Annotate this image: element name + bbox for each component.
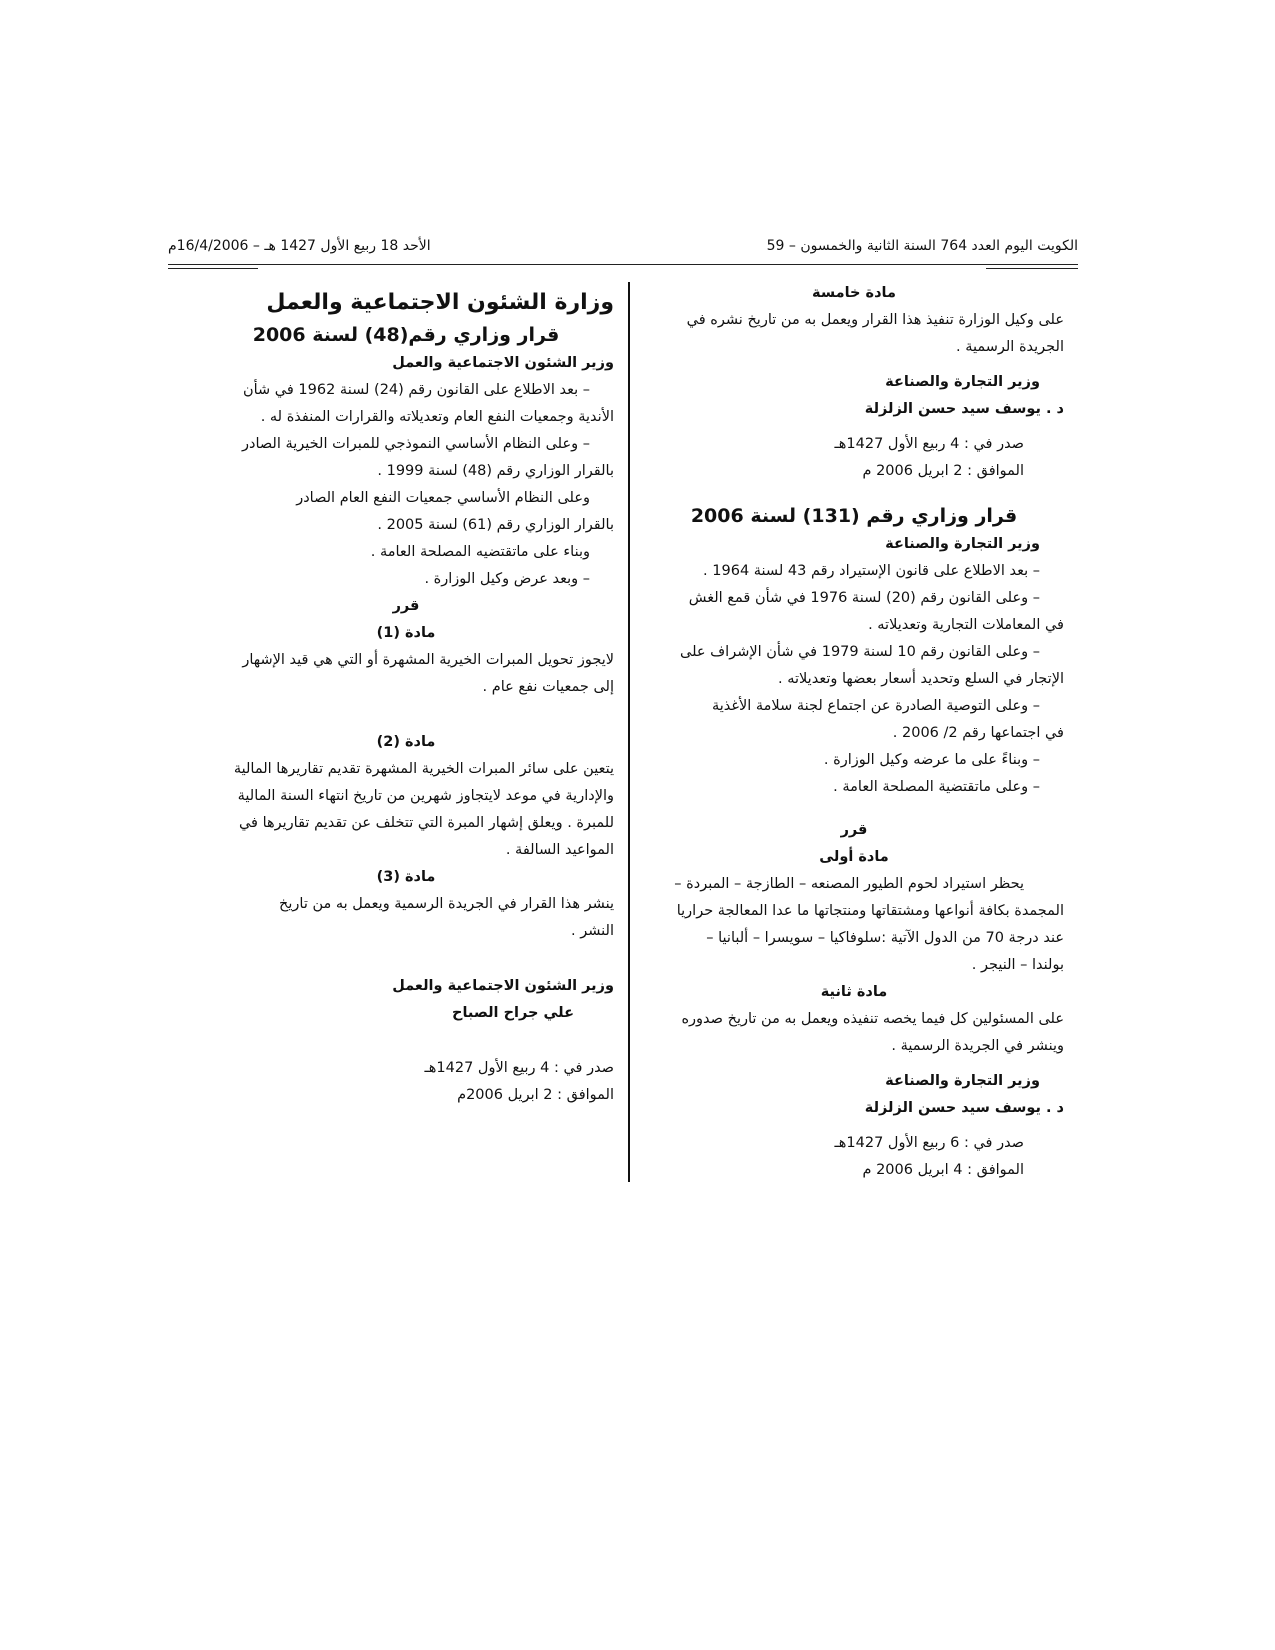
recital-line: – وعلى التوصية الصادرة عن اجتماع لجنة سلامة الأغذية: [711, 698, 1040, 714]
minister-line: وزير التجارة والصناعة: [885, 536, 1040, 552]
article3-line: ينشر هذا القرار في الجريدة الرسمية ويعمل به من تاريخ: [279, 896, 614, 912]
article1-line: يحظر استيراد لحوم الطيور المصنعه – الطازجة – المبردة –: [674, 876, 1024, 892]
recital-line: – وعلى النظام الأساسي النموذجي للمبرات الخيرية الصادر: [241, 436, 590, 452]
article2-line: المواعيد السالفة .: [505, 842, 614, 858]
recital-line: – وعلى ماتقتضية المصلحة العامة .: [833, 779, 1040, 795]
recital-line: – وبناءً على ما عرضه وكيل الوزارة .: [823, 752, 1040, 768]
header-date: الأحد 18 ربيع الأول 1427 هـ – 16/4/2006م: [168, 238, 431, 254]
recital-line: – بعد الاطلاع على قانون الإستيراد رقم 43 لسنة 1964 .: [703, 563, 1040, 579]
decision-title: قرار وزاري رقم (131) لسنة 2006: [690, 505, 1018, 527]
column-divider: [628, 282, 630, 1182]
article5-text-line: الجريدة الرسمية .: [955, 339, 1064, 355]
corresponding-date: الموافق : 2 ابريل 2006 م: [862, 463, 1024, 479]
recital-line: وعلى النظام الأساسي جمعيات النفع العام الصادر: [296, 490, 590, 506]
issue-date: صدر في : 4 ربيع الأول 1427هـ: [834, 436, 1024, 452]
signature-name: علي جراح الصباح: [452, 1005, 574, 1021]
article3-heading: مادة (3): [376, 869, 436, 885]
article2-heading: مادة (2): [376, 734, 436, 750]
recital-line: في المعاملات التجارية وتعديلاته .: [868, 617, 1064, 633]
right-column: [644, 280, 1064, 1184]
signature-title: وزير الشئون الاجتماعية والعمل: [392, 978, 614, 994]
header-divider-left: [168, 268, 258, 269]
article1-heading: مادة (1): [376, 625, 436, 641]
article2-line: والإدارية في موعد لايتجاوز شهرين من تاريخ انتهاء السنة المالية: [237, 788, 614, 804]
decided-heading: قرر: [392, 598, 420, 614]
recital-line: بالقرار الوزاري رقم (61) لسنة 2005 .: [377, 517, 614, 533]
header-issue-info: الكويت اليوم العدد 764 السنة الثانية والخمسون – 59: [766, 238, 1078, 254]
decided-heading: قرر: [840, 822, 868, 838]
signature-name: د . يوسف سيد حسن الزلزلة: [864, 1100, 1064, 1116]
article1-line: بولندا – النيجر .: [971, 957, 1064, 973]
article1-line: لايجوز تحويل المبرات الخيرية المشهرة أو التي هي قيد الإشهار: [242, 652, 614, 668]
recitals: [198, 377, 614, 593]
recital-line: بالقرار الوزاري رقم (48) لسنة 1999 .: [377, 463, 614, 479]
corresponding-date: الموافق : 4 ابريل 2006 م: [862, 1162, 1024, 1178]
article2-line: على المسئولين كل فيما يخصه تنفيذه ويعمل به من تاريخ صدوره: [681, 1011, 1064, 1027]
recitals: [644, 558, 1064, 801]
article1-line: عند درجة 70 من الدول الآتية :سلوفاكيا – سويسرا – ألبانيا –: [706, 930, 1064, 946]
article1-line: إلى جمعيات نفع عام .: [482, 679, 614, 695]
recital-line: الأندية وجمعيات النفع العام وتعديلاته والقرارات المنفذة له .: [260, 409, 614, 425]
signature-title: وزير التجارة والصناعة: [885, 1073, 1040, 1089]
decision-title: قرار وزاري رقم(48) لسنة 2006: [252, 324, 560, 346]
article2-line: للمبرة . ويعلق إشهار المبرة التي تتخلف عن تقديم تقاريرها في: [238, 815, 614, 831]
article3-line: النشر .: [571, 923, 614, 939]
issue-date: صدر في : 4 ربيع الأول 1427هـ: [424, 1060, 614, 1076]
article1-line: المجمدة بكافة أنواعها ومشتقاتها ومنتجاتها ما عدا المعالجة حراريا: [676, 903, 1064, 919]
recital-line: وبناء على ماتقتضيه المصلحة العامة .: [370, 544, 590, 560]
page-header: [168, 238, 1078, 260]
signature-name: د . يوسف سيد حسن الزلزلة: [864, 401, 1064, 417]
issue-date: صدر في : 6 ربيع الأول 1427هـ: [834, 1135, 1024, 1151]
recital-line: – وعلى القانون رقم 10 لسنة 1979 في شأن الإشراف على: [680, 644, 1040, 660]
article2-line: يتعين على سائر المبرات الخيرية المشهرة تقديم تقاريرها المالية: [233, 761, 614, 777]
corresponding-date: الموافق : 2 ابريل 2006م: [457, 1087, 614, 1103]
recital-line: – بعد الاطلاع على القانون رقم (24) لسنة 1962 في شأن: [242, 382, 590, 398]
header-divider-right: [986, 268, 1078, 269]
recital-line: – وعلى القانون رقم (20) لسنة 1976 في شأن قمع الغش: [688, 590, 1040, 606]
article5-heading: مادة خامسة: [812, 285, 896, 301]
recital-line: – وبعد عرض وكيل الوزارة .: [424, 571, 590, 587]
left-column: [198, 286, 614, 1109]
ministry-title: وزارة الشئون الاجتماعية والعمل: [266, 290, 614, 315]
signature-title: وزير التجارة والصناعة: [885, 374, 1040, 390]
recital-line: في اجتماعها رقم 2/ 2006 .: [892, 725, 1064, 741]
article5-text-line: على وكيل الوزارة تنفيذ هذا القرار ويعمل به من تاريخ نشره في: [686, 312, 1064, 328]
article1-heading: مادة أولى: [819, 849, 889, 865]
header-divider: [168, 264, 1078, 265]
recital-line: الإتجار في السلع وتحديد أسعار بعضها وتعديلاته .: [778, 671, 1064, 687]
article2-line: وينشر في الجريدة الرسمية .: [891, 1038, 1064, 1054]
article2-heading: مادة ثانية: [820, 984, 888, 1000]
minister-line: وزير الشئون الاجتماعية والعمل: [392, 355, 614, 371]
